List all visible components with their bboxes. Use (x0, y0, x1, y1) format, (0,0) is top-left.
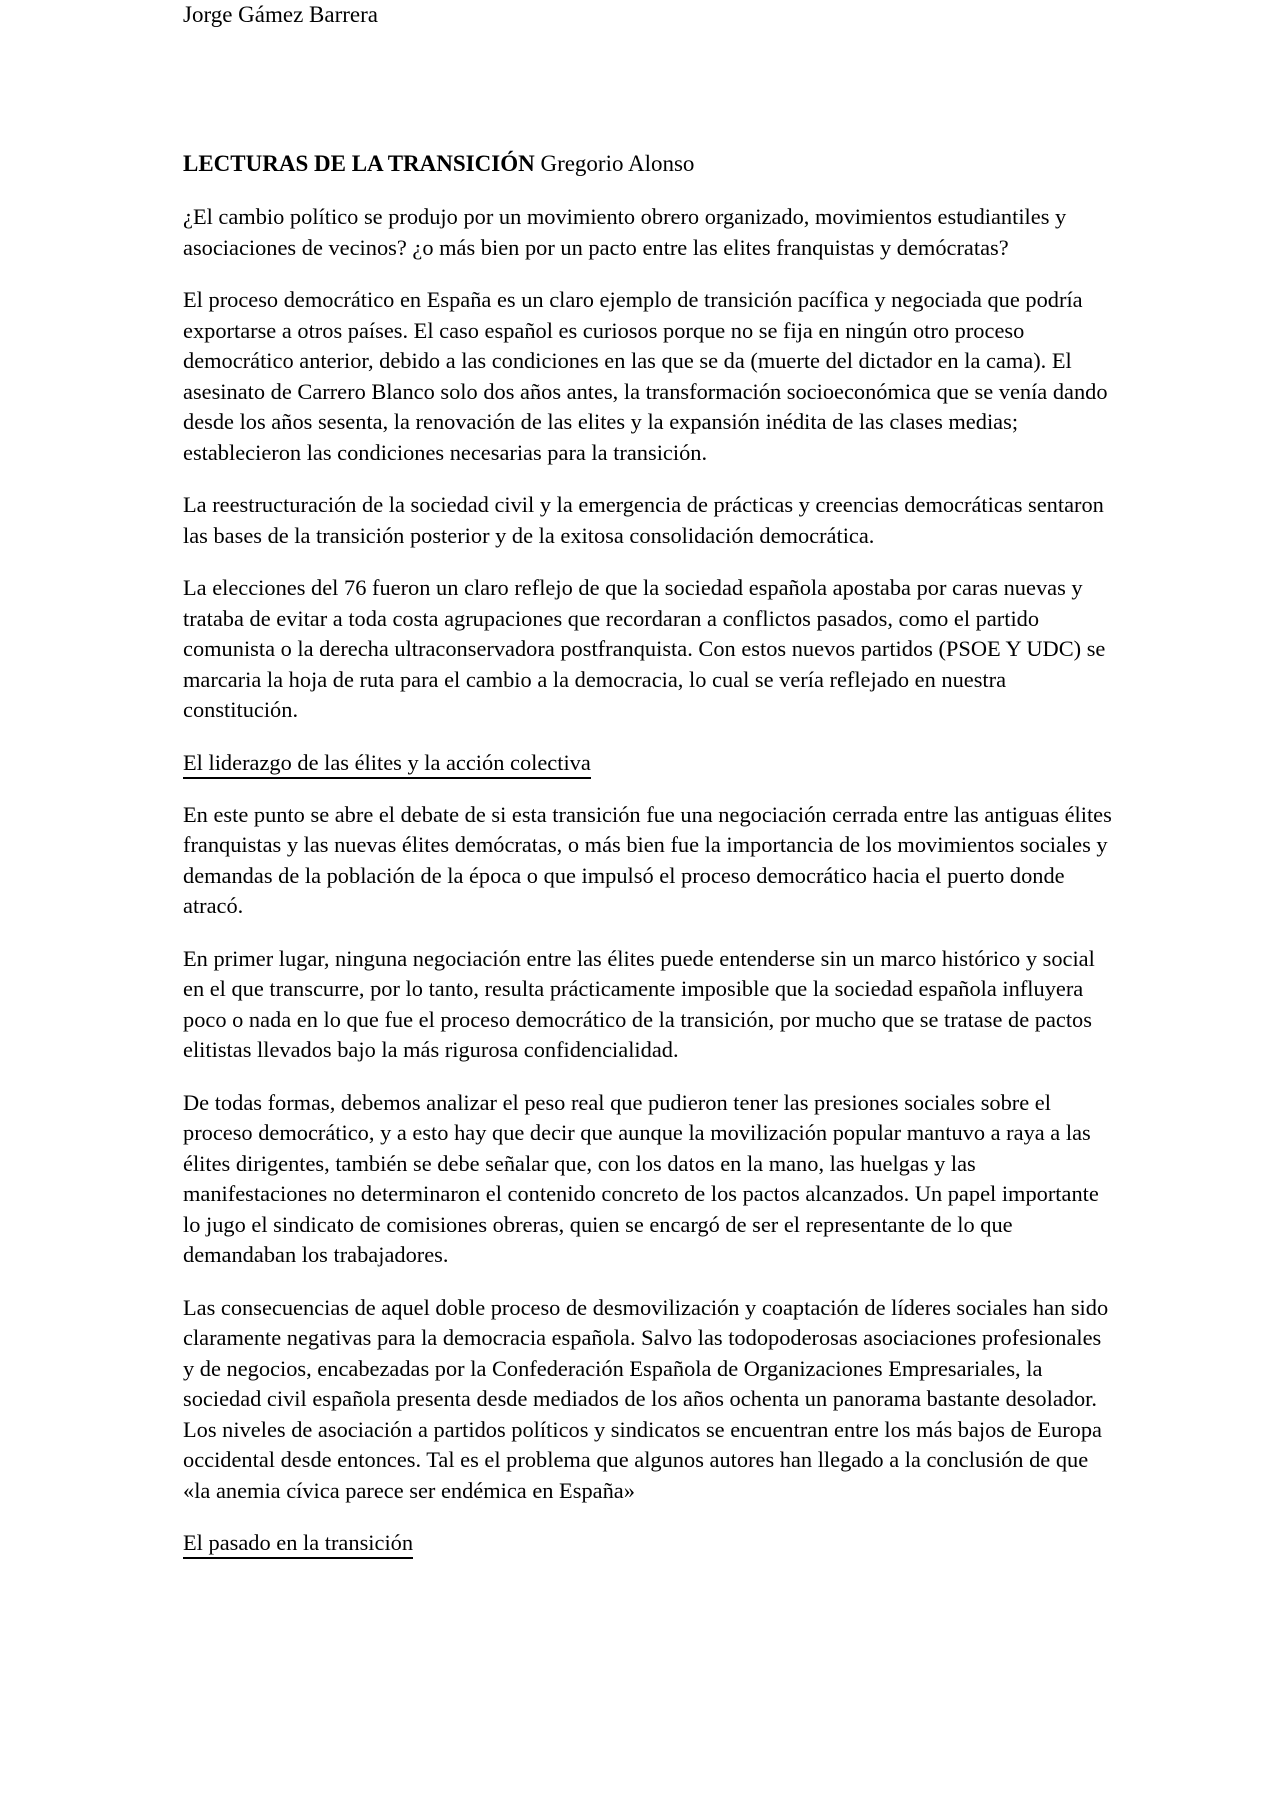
paragraph: Las consecuencias de aquel doble proceso de desmovilización y coaptación de líderes sociales han sido claramente negativas para la democracia española. Salvo las todopoderosas asociaciones profesionales y de negocios, encabezadas por la Confederación Española de Organizaciones Empresariales, la sociedad civil española presenta desde mediados de los años ochenta un panorama bastante desolador. Los niveles de asociación a partidos políticos y sindicatos se encuentran entre los más bajos de Europa occidental desde entonces. Tal es el problema que algunos autores han llegado a la conclusión de que «la anemia cívica parece ser endémica en España» (183, 1294, 1109, 1503)
document-body (183, 148, 1113, 1580)
section-heading: El liderazgo de las élites y la acción colectiva (183, 750, 591, 779)
paragraph: De todas formas, debemos analizar el peso real que pudieron tener las presiones sociales sobre el proceso democrático, y a esto hay que decir que aunque la movilización popular mantuvo a raya a las élites dirigentes, también se debe señalar que, con los datos en la mano, las huelgas y las manifestaciones no determinaron el contenido concreto de los pactos alcanzados. Un papel importante lo jugo el sindicato de comisiones obreras, quien se encargó de ser el representante de lo que demandaban los trabajadores. (183, 1089, 1099, 1267)
paragraph: En primer lugar, ninguna negociación entre las élites puede entenderse sin un marco histórico y social en el que transcurre, por lo tanto, resulta prácticamente imposible que la sociedad española influyera poco o nada en lo que fue el proceso democrático de la transición, por mucho que se tratase de pactos elitistas llevados bajo la más rigurosa confidencialidad. (183, 945, 1095, 1062)
section-heading-container (183, 1528, 1113, 1559)
paragraph: La reestructuración de la sociedad civil y la emergencia de prácticas y creencias democráticas sentaron las bases de la transición posterior y de la exitosa consolidación democrática. (183, 492, 1104, 548)
section-heading: El pasado en la transición (183, 1530, 413, 1559)
title-author: Gregorio Alonso (534, 151, 695, 176)
author-header: Jorge Gámez Barrera (183, 2, 378, 27)
section-heading-container (183, 748, 1113, 779)
document-title-line (183, 148, 1113, 180)
paragraph: La elecciones del 76 fueron un claro reflejo de que la sociedad española apostaba por caras nuevas y trataba de evitar a toda costa agrupaciones que recordaran a conflictos pasados, como el partido comunista o la derecha ultraconservadora postfranquista. Con estos nuevos partidos (PSOE Y UDC) se marcaria la hoja de ruta para el cambio a la democracia, lo cual se vería reflejado en nuestra constitución. (183, 575, 1106, 722)
paragraph: El proceso democrático en España es un claro ejemplo de transición pacífica y negociada que podría exportarse a otros países. El caso español es curiosos porque no se fija en ningún otro proceso democrático anterior, debido a las condiciones en las que se da (muerte del dictador en la cama). El asesinato de Carrero Blanco solo dos años antes, la transformación socioeconómica que se venía dando desde los años sesenta, la renovación de las elites y la expansión inédita de las clases medias; establecieron las condiciones necesarias para la transición. (183, 287, 1108, 465)
document-title: LECTURAS DE LA TRANSICIÓN (183, 151, 535, 176)
paragraph: En este punto se abre el debate de si esta transición fue una negociación cerrada entre las antiguas élites franquistas y las nuevas élites demócratas, o más bien fue la importancia de los movimientos sociales y demandas de la población de la época o que impulsó el proceso democrático hacia el puerto donde atracó. (183, 801, 1112, 918)
paragraph: ¿El cambio político se produjo por un movimiento obrero organizado, movimientos estudiantiles y asociaciones de vecinos? ¿o más bien por un pacto entre las elites franquistas y demócratas? (183, 204, 1067, 260)
